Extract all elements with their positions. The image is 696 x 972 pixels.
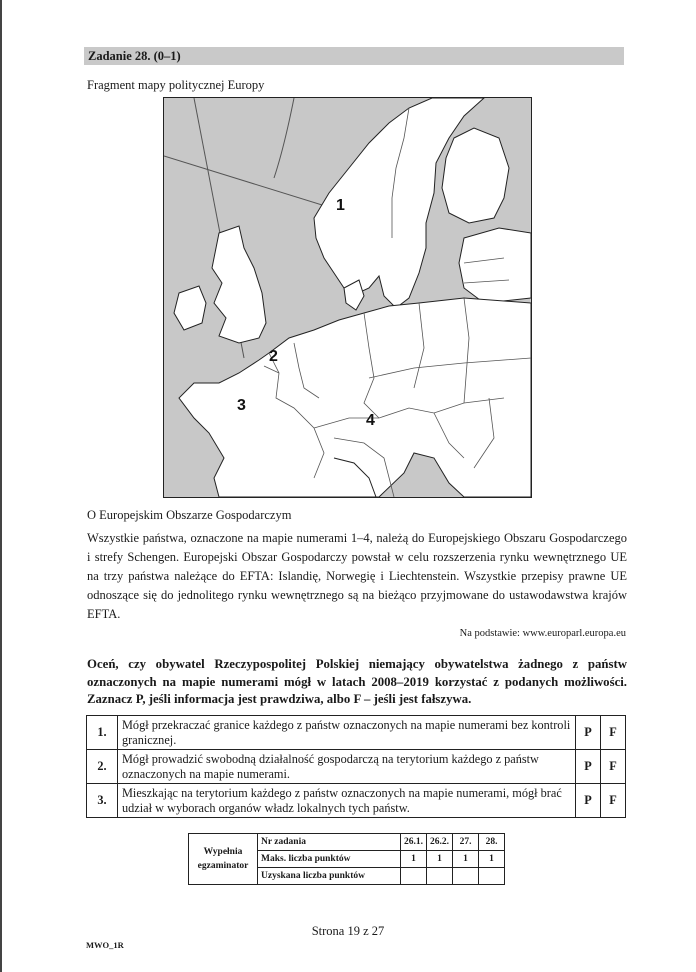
- statement-number: 3.: [87, 784, 118, 818]
- map-caption: Fragment mapy politycznej Europy: [87, 78, 265, 92]
- statement-number: 1.: [87, 716, 118, 750]
- map-label-3: 3: [237, 397, 246, 414]
- table-row: [87, 716, 626, 750]
- examiner-label: Wypełnia egzaminator: [189, 834, 258, 885]
- page-number: Strona 19 z 27: [311, 924, 385, 938]
- max-points-label: Maks. liczba punktów: [258, 851, 401, 868]
- true-false-table: [86, 715, 626, 818]
- task-instruction: Oceń, czy obywatel Rzeczypospolitej Polskiej niemający obywatelstwa żadnego z państw oznaczonych na mapie numerami mógł w latach 2008–2019 korzystać z podanych możliwości. Zaznacz P, jeśli informacja jest prawdziwa, albo F – jeśli jest fałszywa.: [87, 657, 627, 706]
- obtained-points-cell[interactable]: [401, 868, 427, 885]
- political-map: [163, 97, 532, 498]
- task-number: 26.1.: [401, 834, 427, 851]
- obtained-points-cell[interactable]: [427, 868, 453, 885]
- table-row: [87, 784, 626, 818]
- task-number-label: Nr zadania: [258, 834, 401, 851]
- map-label-4: 4: [366, 412, 375, 429]
- option-f[interactable]: F: [601, 784, 626, 818]
- info-paragraph: Wszystkie państwa, oznaczone na mapie numerami 1–4, należą do Europejskiego Obszaru Gospodarczego i strefy Schengen. Europejski Obszar Gospodarczy powstał w celu rozszerzenia rynku wewnętrznego UE na trzy państwa należące do EFTA: Islandię, Norwegię i Liechtenstein. Wszystkie przepisy prawne UE odnoszące się do jednolitego rynku wewnętrznego są na bieżąco przyjmowane do ustawodawstwa krajów EFTA.: [87, 531, 627, 621]
- statement-text: Mógł przekraczać granice każdego z państw oznaczonych na mapie numerami bez kontroli granicznej.: [118, 716, 576, 750]
- statement-text: Mieszkając na terytorium każdego z państw oznaczonych na mapie numerami, mógł brać udział w wyborach organów władz lokalnych tych państw.: [118, 784, 576, 818]
- map-label-1: 1: [336, 197, 345, 214]
- obtained-points-label: Uzyskana liczba punktów: [258, 868, 401, 885]
- exam-code: MWO_1R: [86, 940, 124, 950]
- task-title: Zadanie 28. (0–1): [84, 47, 624, 65]
- task-number: 27.: [453, 834, 479, 851]
- option-f[interactable]: F: [601, 716, 626, 750]
- max-points: 1: [479, 851, 505, 868]
- info-title: O Europejskim Obszarze Gospodarczym: [87, 508, 292, 522]
- option-p[interactable]: P: [576, 784, 601, 818]
- option-p[interactable]: P: [576, 750, 601, 784]
- max-points: 1: [453, 851, 479, 868]
- obtained-points-cell[interactable]: [453, 868, 479, 885]
- table-row: [87, 750, 626, 784]
- statement-text: Mógł prowadzić swobodną działalność gospodarczą na terytorium każdego z państw oznaczonych na mapie numerami.: [118, 750, 576, 784]
- task-number: 28.: [479, 834, 505, 851]
- source-note: Na podstawie: www.europarl.europa.eu: [459, 628, 626, 639]
- statement-number: 2.: [87, 750, 118, 784]
- option-p[interactable]: P: [576, 716, 601, 750]
- page-edge: [0, 0, 2, 972]
- obtained-points-cell[interactable]: [479, 868, 505, 885]
- max-points: 1: [427, 851, 453, 868]
- task-number: 26.2.: [427, 834, 453, 851]
- map-label-2: 2: [269, 348, 278, 365]
- option-f[interactable]: F: [601, 750, 626, 784]
- score-table: [188, 833, 505, 885]
- max-points: 1: [401, 851, 427, 868]
